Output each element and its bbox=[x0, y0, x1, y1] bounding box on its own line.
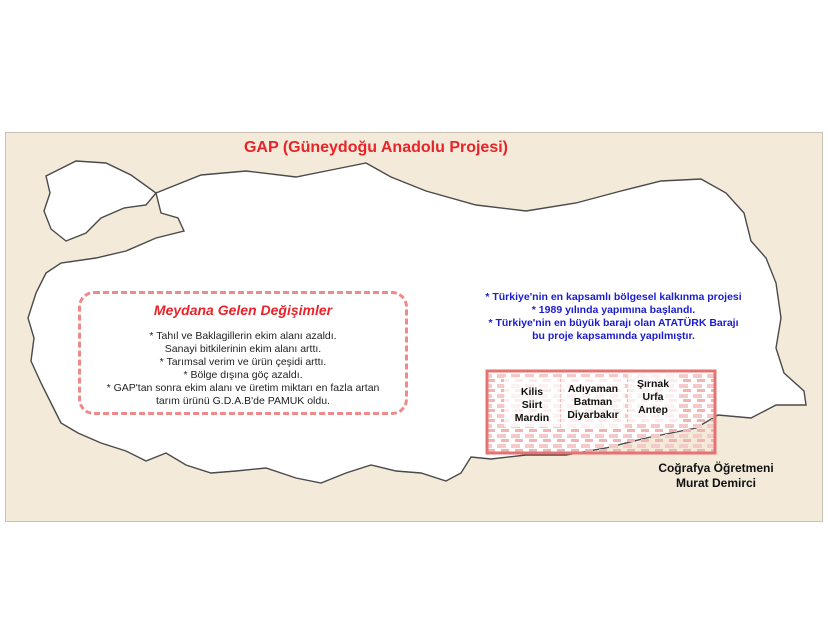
changes-title: Meydana Gelen Değişimler bbox=[153, 302, 333, 318]
map-slide bbox=[5, 132, 823, 522]
province-column-2 bbox=[559, 383, 627, 422]
province-label: Siirt bbox=[521, 399, 543, 411]
project-info bbox=[461, 291, 766, 343]
changes-list bbox=[81, 330, 405, 408]
changes-box bbox=[78, 291, 408, 415]
author-credit bbox=[636, 461, 796, 491]
info-line: * Türkiye'nin en büyük barajı olan ATATÜRK Barajı bbox=[488, 317, 739, 329]
province-label: Şırnak bbox=[636, 378, 670, 390]
province-label: Diyarbakır bbox=[567, 409, 619, 421]
province-column-1 bbox=[504, 386, 560, 425]
province-column-3 bbox=[628, 378, 678, 417]
changes-line: * Bölge dışına göç azaldı. bbox=[183, 369, 303, 381]
province-label: Kilis bbox=[520, 386, 544, 398]
thrace-landmass bbox=[44, 161, 156, 241]
province-label: Urfa bbox=[642, 391, 664, 403]
changes-line: * GAP'tan sonra ekim alanı ve üretim miktarı en fazla artan bbox=[106, 382, 380, 394]
credit-name: Murat Demirci bbox=[675, 476, 757, 490]
province-label: Adıyaman bbox=[567, 383, 619, 395]
changes-line: * Tahıl ve Baklagillerin ekim alanı azaldı. bbox=[149, 330, 337, 342]
province-label: Batman bbox=[573, 396, 613, 408]
changes-line: Sanayi bitkilerinin ekim alanı arttı. bbox=[164, 343, 322, 355]
province-label: Mardin bbox=[514, 412, 550, 424]
province-label: Antep bbox=[638, 404, 668, 416]
info-line: * Türkiye'nin en kapsamlı bölgesel kalkınma projesi bbox=[485, 291, 742, 303]
info-line: bu proje kapsamında yapılmıştır. bbox=[532, 330, 695, 342]
changes-line: tarım ürünü G.D.A.B'de PAMUK oldu. bbox=[156, 395, 330, 407]
info-line: * 1989 yılında yapımına başlandı. bbox=[531, 304, 696, 316]
changes-line: * Tarımsal verim ve ürün çeşidi arttı. bbox=[159, 356, 327, 368]
credit-role: Coğrafya Öğretmeni bbox=[658, 461, 774, 475]
map-title: GAP (Güneydoğu Anadolu Projesi) bbox=[243, 139, 508, 156]
